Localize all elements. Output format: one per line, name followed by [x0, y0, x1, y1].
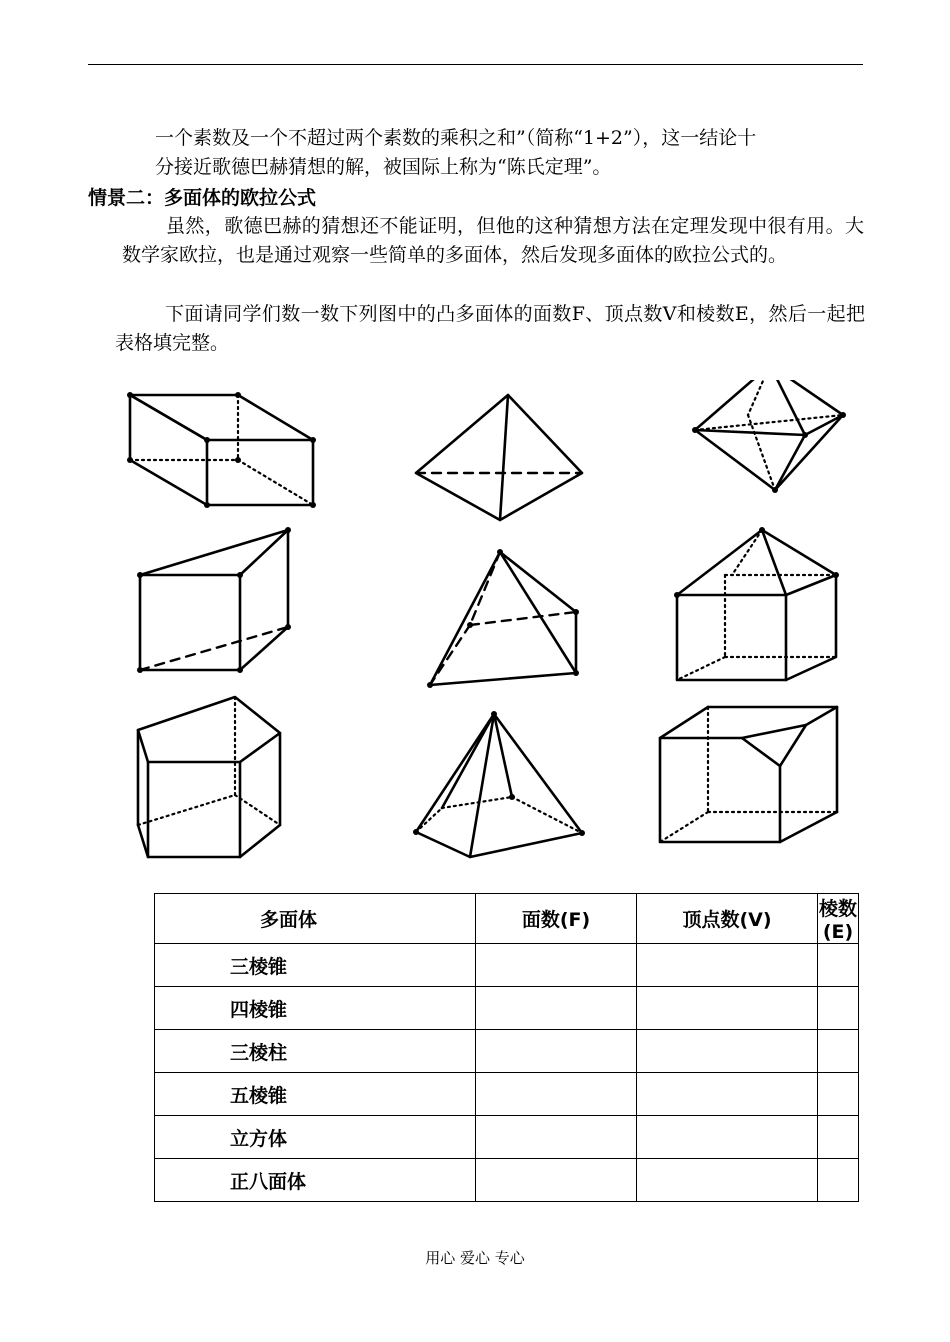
- paragraph-instructions: 下面请同学们数一数下列图中的凸多面体的面数F、顶点数V和棱数E，然后一起把表格填完整。: [115, 303, 865, 354]
- figure-pentagonal-pyramid: [413, 711, 585, 857]
- edges-cell[interactable]: [818, 987, 859, 1030]
- figure-truncated-cube: [660, 707, 837, 842]
- table-header-row: [155, 894, 859, 944]
- row-name: 立方体: [155, 1116, 476, 1159]
- header-faces: 面数(F): [476, 894, 637, 944]
- vertices-cell[interactable]: [637, 1116, 818, 1159]
- row-name: 四棱锥: [155, 987, 476, 1030]
- table-row: [155, 1116, 859, 1159]
- figure-pentagonal-prism: [138, 697, 280, 857]
- page-footer: 用心 爱心 专心: [425, 1249, 525, 1267]
- edges-cell[interactable]: [818, 1159, 859, 1202]
- vertices-cell[interactable]: [637, 1159, 818, 1202]
- paragraph-continued-line2: 分接近歌德巴赫猜想的解，被国际上称为“陈氏定理”。: [155, 156, 612, 178]
- vertices-cell[interactable]: [637, 987, 818, 1030]
- paragraph-continued-line1: 一个素数及一个不超过两个素数的乘积之和”（简称“1+2”），这一结论十: [155, 127, 757, 149]
- edges-cell[interactable]: [818, 1116, 859, 1159]
- faces-cell[interactable]: [476, 987, 637, 1030]
- faces-cell[interactable]: [476, 1073, 637, 1116]
- edges-cell[interactable]: [818, 1073, 859, 1116]
- row-name: 三棱锥: [155, 944, 476, 987]
- polyhedra-figures: [0, 380, 950, 870]
- paragraph-euler-intro: 虽然，歌德巴赫的猜想还不能证明，但他的这种猜想方法在定理发现中很有用。大数学家欧拉，也是通过观察一些简单的多面体，然后发现多面体的欧拉公式的。: [122, 215, 864, 266]
- edges-cell[interactable]: [818, 1030, 859, 1073]
- faces-cell[interactable]: [476, 1159, 637, 1202]
- table-row: [155, 944, 859, 987]
- table-row: [155, 1073, 859, 1116]
- table-row: [155, 1030, 859, 1073]
- edges-cell[interactable]: [818, 944, 859, 987]
- header-vertices: 顶点数(V): [637, 894, 818, 944]
- faces-cell[interactable]: [476, 1030, 637, 1073]
- table-row: [155, 987, 859, 1030]
- figure-triangular-prism: [137, 527, 291, 673]
- header-rule: [88, 64, 863, 65]
- figure-box: [127, 392, 316, 508]
- figure-tetrahedron-tilted: [427, 549, 579, 688]
- row-name: 三棱柱: [155, 1030, 476, 1073]
- vertices-cell[interactable]: [637, 1073, 818, 1116]
- faces-cell[interactable]: [476, 1116, 637, 1159]
- table-row: [155, 1159, 859, 1202]
- faces-cell[interactable]: [476, 944, 637, 987]
- row-name: 正八面体: [155, 1159, 476, 1202]
- header-polyhedron: 多面体: [155, 894, 476, 944]
- section-heading: 情景二：多面体的欧拉公式: [88, 187, 317, 209]
- euler-table: [154, 893, 859, 1202]
- figure-tetrahedron: [416, 395, 582, 520]
- header-edges: 棱数(E): [818, 894, 859, 944]
- vertices-cell[interactable]: [637, 944, 818, 987]
- row-name: 五棱锥: [155, 1073, 476, 1116]
- vertices-cell[interactable]: [637, 1030, 818, 1073]
- figure-octahedron: [692, 380, 846, 493]
- figure-house: [674, 527, 839, 680]
